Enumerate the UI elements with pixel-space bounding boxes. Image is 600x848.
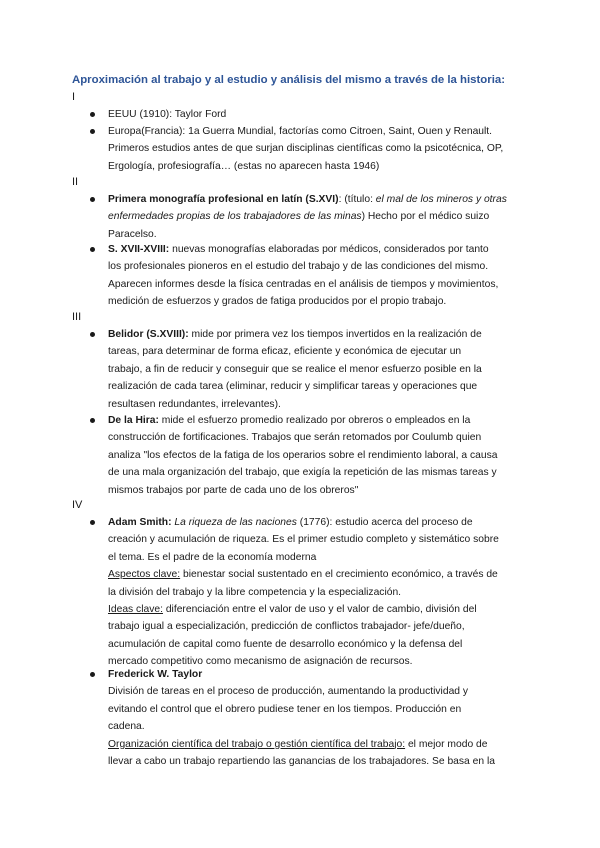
bullet-icon (90, 129, 95, 134)
bullet-icon (90, 418, 95, 423)
text-line (108, 326, 528, 343)
text-line (108, 241, 528, 258)
text-line: Aparecen informes desde la física centradas en el análisis de tiempos y movimientos, (108, 278, 499, 290)
text-line: mismos trabajos por parte de cada uno de los obreros" (108, 484, 359, 496)
text-line: acumulación de capital como fuente de desarrollo económico y la defensa del (108, 638, 463, 650)
text-line: construcción de fortificaciones. Trabajos que serán retomados por Coulumb quien (108, 432, 482, 444)
text-line (108, 666, 528, 683)
underlined-label: Ideas clave: (108, 604, 163, 616)
bullet-icon (90, 332, 95, 337)
text-line (108, 208, 528, 225)
text-line: trabajo igual a especialización, predicción de conflictos trabajador- jefe/dueño, (108, 621, 465, 633)
text-line: Paracelso. (108, 228, 157, 240)
text-run: mide por primera vez los tiempos invertidos en la realización de (188, 329, 482, 340)
document-title: Aproximación al trabajo y al estudio y análisis del mismo a través de la historia: (72, 74, 505, 86)
text-line: llevar a cabo un trabajo repartiendo las ganancias de los trabajadores. Se basa en la (108, 756, 495, 768)
text-line: EEUU (1910): Taylor Ford (108, 109, 227, 120)
text-line: creación y acumulación de riqueza. Es el primer estudio completo y sistemático sobre (108, 534, 499, 546)
text-run: bienestar social sustentado en el crecimiento económico, a través de (180, 569, 498, 581)
text-line: Europa(Francia): 1a Guerra Mundial, factorías como Citroen, Saint, Ouen y Renault. (108, 126, 493, 137)
section-numeral-ii: II (72, 176, 79, 188)
text-run: (1776): estudio acerca del proceso de (296, 517, 473, 528)
text-line (108, 736, 528, 753)
section-numeral-i: I (72, 91, 76, 103)
text-run: nuevas monografías elaboradas por médicos, considerados por tanto (169, 244, 489, 255)
bullet-icon (90, 672, 95, 677)
underlined-label: Aspectos clave: (108, 569, 181, 581)
bullet-icon (90, 197, 95, 202)
text-line: tareas, para determinar de forma eficaz, eficiente y económica de ejecutar un (108, 346, 462, 358)
text-run: mide el esfuerzo promedio realizado por obreros o empleados en la (158, 415, 471, 426)
text-line: la división del trabajo y la libre competencia y la especialización. (108, 586, 402, 598)
text-line: Ergología, profesiografía… (estas no aparecen hasta 1946) (108, 160, 380, 172)
text-line (108, 514, 528, 531)
text-line: de una mala organización del trabajo, que exigía la repetición de las mismas tareas y (108, 467, 497, 479)
text-line: evitando el control que el obrero pudiese tener en los tiempos. Producción en (108, 703, 462, 715)
text-line (108, 601, 528, 618)
bold-heading: Primera monografía profesional en latín (S.XVI) (108, 194, 339, 205)
text-run: : (título: (338, 194, 376, 205)
text-line: el tema. Es el padre de la economía moderna (108, 551, 317, 563)
bullet-icon (90, 112, 95, 117)
text-line: los profesionales pioneros en el estudio del trabajo y de las condiciones del mismo. (108, 261, 489, 273)
text-line: medición de esfuerzos y grados de fatiga producidos por el propio trabajo. (108, 296, 447, 308)
underlined-label: Organización científica del trabajo o gestión científica del trabajo: (108, 738, 406, 750)
italic-title: La riqueza de las naciones (174, 517, 297, 528)
text-run: ) Hecho por el médico suizo (361, 211, 490, 223)
section-numeral-iv: IV (72, 499, 83, 511)
bold-heading: Adam Smith: (108, 517, 172, 528)
text-line: analiza "los efectos de la fatiga de los operarios sobre el rendimiento laboral, a causa (108, 449, 498, 461)
italic-title: el mal de los mineros y otras (375, 194, 507, 205)
text-line: realización de cada tarea (eliminar, reducir y simplificar tareas y operaciones que (108, 381, 478, 393)
text-line (108, 412, 528, 429)
bold-heading: Frederick W. Taylor (108, 669, 203, 680)
bullet-icon (90, 520, 95, 525)
bold-heading: S. XVII-XVIII: (108, 244, 170, 255)
text-line: trabajo, a fin de reducir y conseguir que se realice el menor esfuerzo posible en la (108, 363, 482, 375)
section-numeral-iii: III (72, 311, 82, 323)
bold-heading: Belidor (S.XVIII): (108, 329, 189, 340)
bold-heading: De la Hira: (108, 415, 159, 426)
text-line: mercado competitivo como mecanismo de asignación de recursos. (108, 656, 413, 668)
text-run: el mejor modo de (405, 738, 488, 750)
text-line (108, 191, 528, 208)
text-run: diferenciación entre el valor de uso y el valor de cambio, división del (162, 604, 477, 616)
text-line: resultasen redundantes, irrelevantes). (108, 398, 281, 410)
text-line: División de tareas en el proceso de producción, aumentando la productividad y (108, 686, 469, 698)
text-line: Primeros estudios antes de que surjan disciplinas científicas como la psicotécnica, OP, (108, 143, 504, 155)
italic-title: enfermedades propias de los trabajadores de las minas (108, 211, 362, 223)
text-line (108, 566, 528, 583)
bullet-icon (90, 247, 95, 252)
text-line: cadena. (108, 721, 145, 733)
